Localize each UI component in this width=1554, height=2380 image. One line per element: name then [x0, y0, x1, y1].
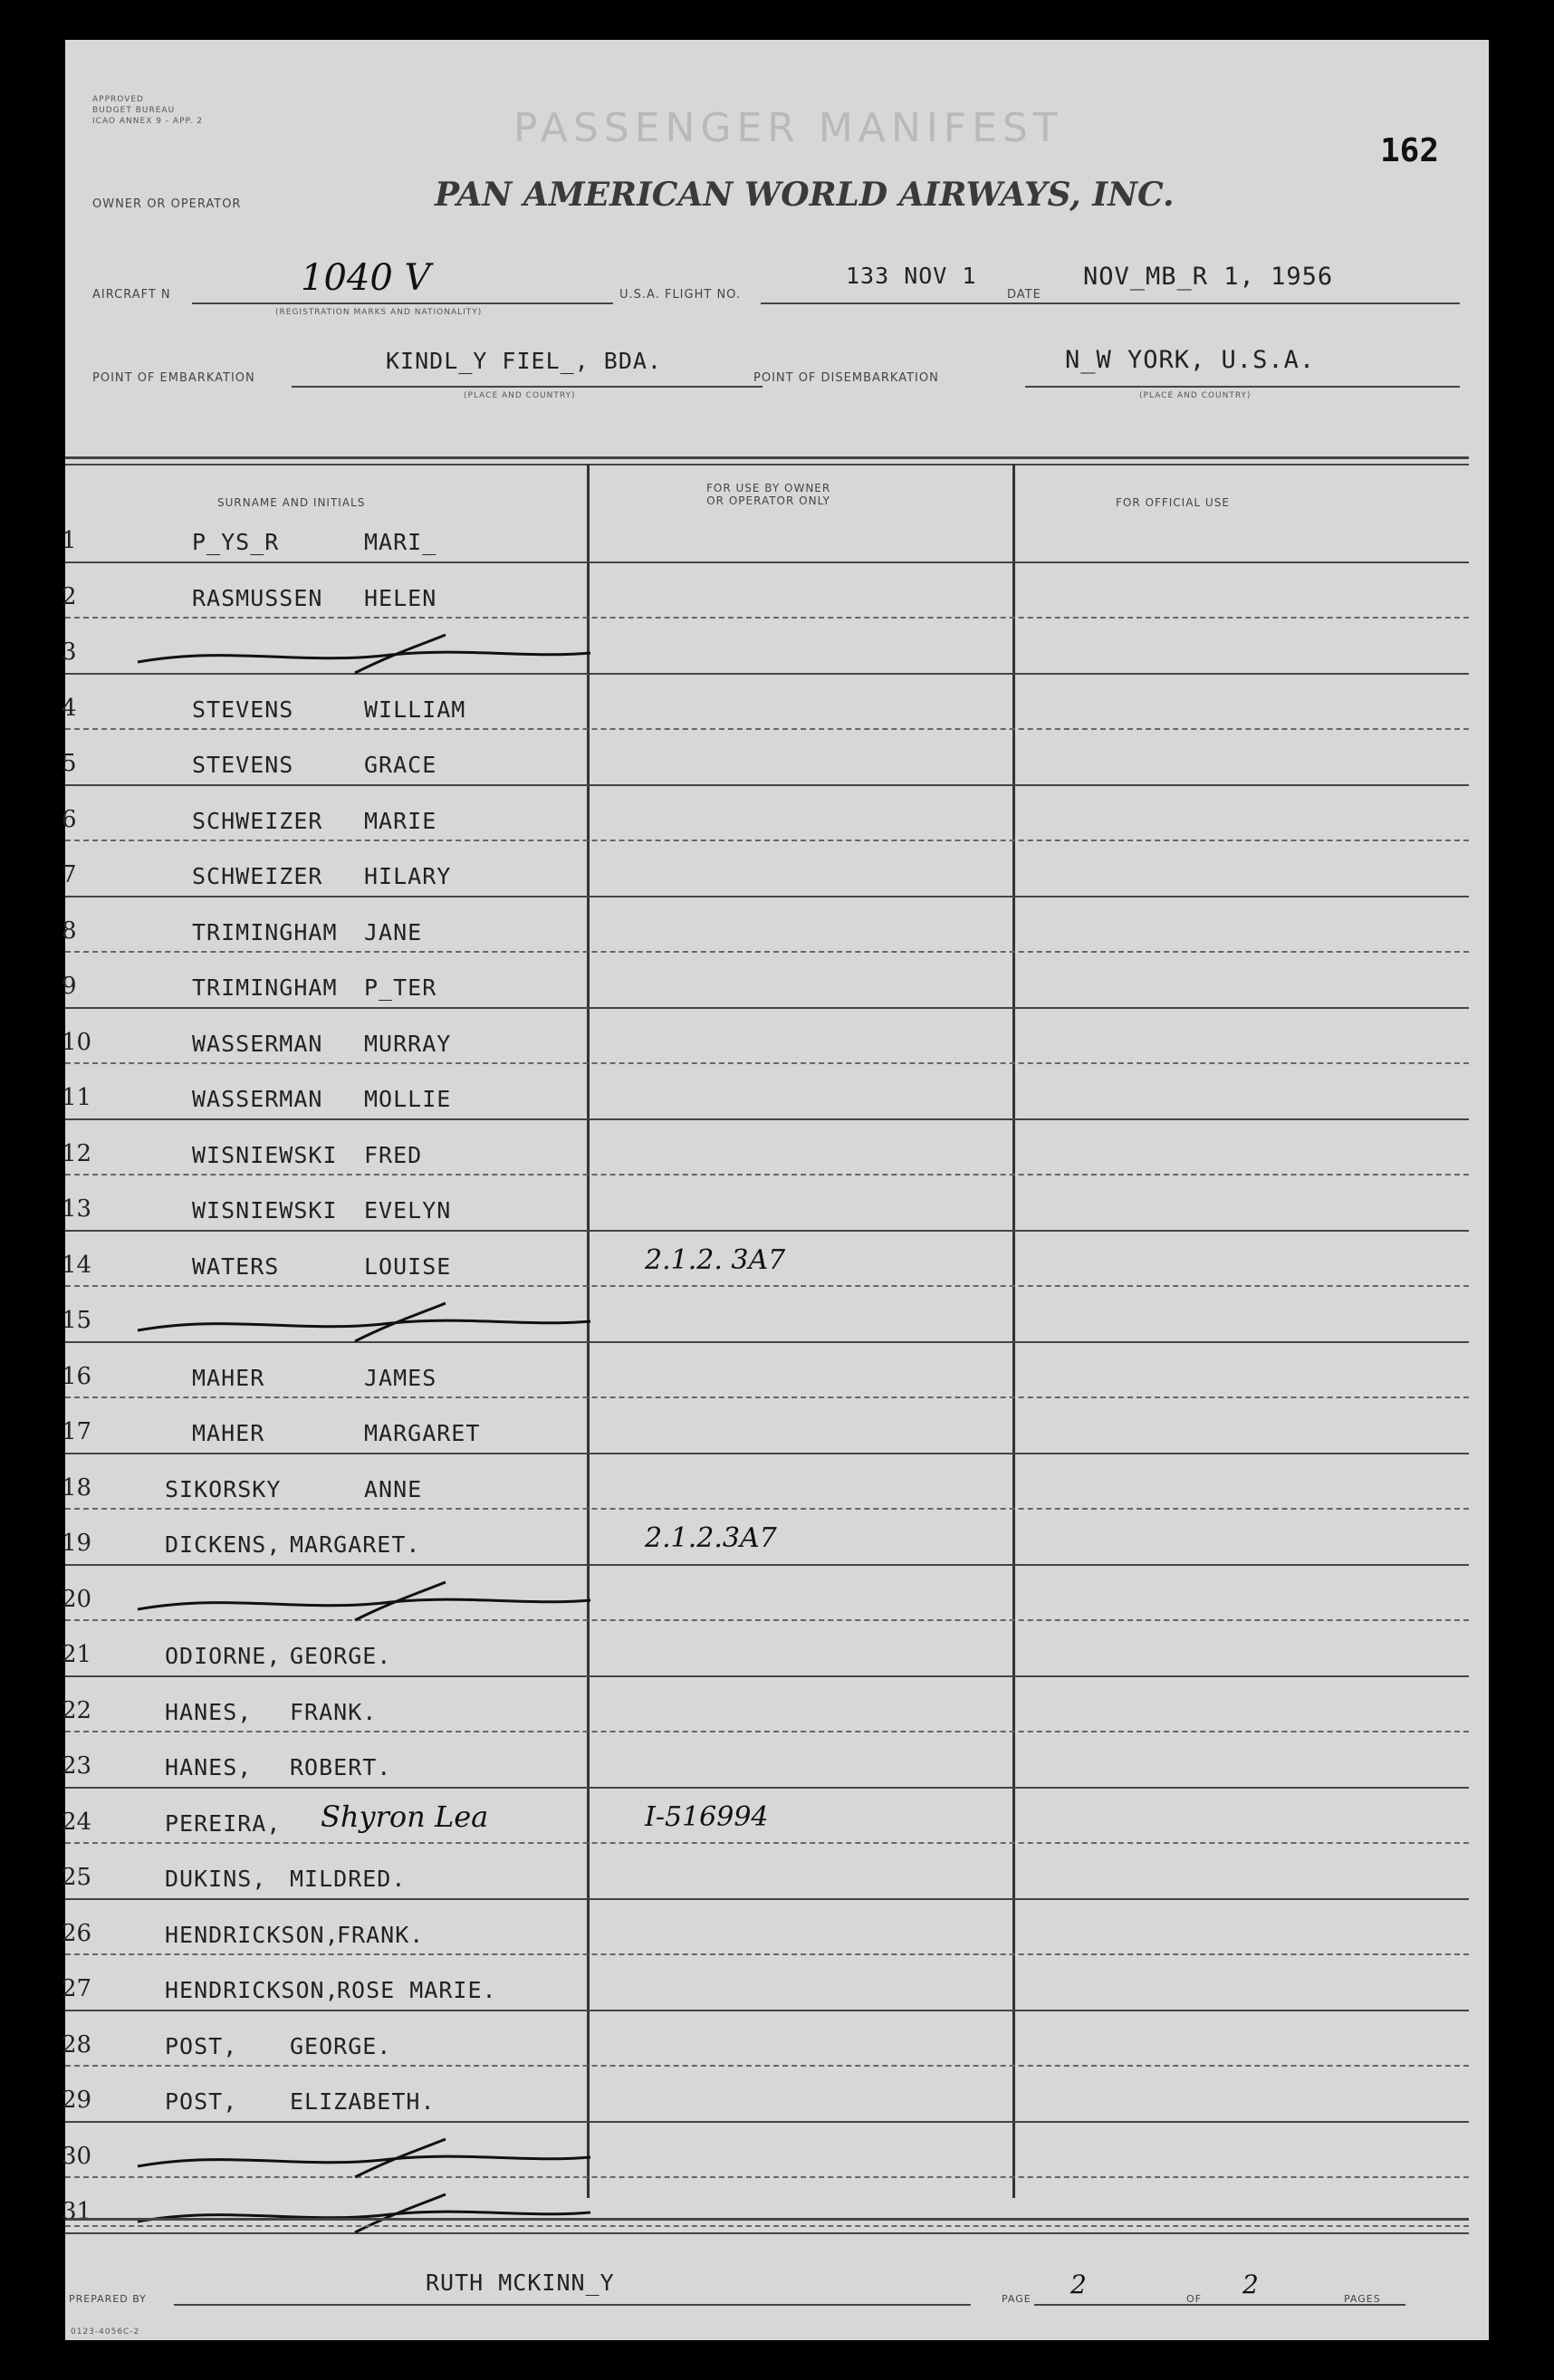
passenger-given-name: ELIZABETH. [290, 2088, 436, 2115]
aircraft-underline [192, 302, 613, 304]
row-number: 9 [62, 973, 77, 1000]
row-rule [65, 951, 1469, 953]
passenger-surname: RASMUSSEN [192, 584, 323, 611]
passenger-given-name: MARGARET [364, 1420, 481, 1446]
date-label: DATE [1007, 288, 1041, 302]
date-value: NOV_MB_R 1, 1956 [1083, 263, 1334, 291]
row-rule [65, 1396, 1469, 1398]
row-rule [65, 728, 1469, 730]
row-rule [65, 2121, 1469, 2123]
passenger-surname: WASSERMAN [192, 1030, 323, 1057]
owner-value: PAN AMERICAN WORLD AIRWAYS, INC. [435, 176, 1175, 214]
flight-value: 133 NOV 1 [846, 263, 977, 289]
strikethrough-scribble [120, 628, 627, 682]
col-header-owner-line1: FOR USE BY OWNER [706, 482, 831, 494]
embark-underline [292, 386, 763, 388]
row-number: 10 [62, 1028, 92, 1056]
approval-line-3: ICAO ANNEX 9 - APP. 2 [92, 117, 203, 126]
date-underline [1061, 302, 1460, 304]
passenger-given-name: GEORGE. [290, 2032, 392, 2059]
row-rule [65, 1118, 1469, 1120]
passenger-surname: TRIMINGHAM [192, 974, 338, 1001]
row-number: 23 [62, 1752, 92, 1780]
row-number: 22 [62, 1696, 92, 1724]
row-rule [65, 1007, 1469, 1009]
row-rule [65, 1062, 1469, 1064]
owner-label: OWNER OR OPERATOR [92, 197, 242, 211]
row-number: 24 [62, 1808, 92, 1836]
passenger-given-name: MURRAY [364, 1030, 452, 1057]
row-rule [65, 1174, 1469, 1176]
row-rule [65, 1453, 1469, 1454]
passenger-given-name: GEORGE. [290, 1643, 392, 1669]
passenger-given-name: FRED [364, 1141, 423, 1168]
row-rule [65, 1285, 1469, 1287]
row-number: 27 [62, 1975, 92, 2002]
aircraft-label: AIRCRAFT N [92, 288, 171, 302]
strikethrough-scribble [120, 1575, 627, 1629]
embark-label: POINT OF EMBARKATION [92, 371, 255, 385]
passenger-surname: P_YS_R [192, 529, 280, 555]
passenger-given-name: FRANK. [337, 1921, 425, 1948]
row-number: 7 [62, 861, 77, 888]
passenger-surname: TRIMINGHAM [192, 918, 338, 945]
table-top-rule-2 [65, 464, 1469, 465]
passenger-given-name: P_TER [364, 974, 437, 1001]
row-rule [65, 1564, 1469, 1566]
embark-value: KINDL_Y FIEL_, BDA. [386, 348, 662, 374]
table-bottom-rule-2 [65, 2225, 1469, 2227]
row-rule [65, 1508, 1469, 1510]
passenger-given-name: MARGARET. [290, 1531, 421, 1558]
row-number: 2 [62, 582, 77, 610]
passenger-surname: SCHWEIZER [192, 807, 323, 834]
page-stamp-number: 162 [1380, 132, 1440, 169]
approval-stamp [92, 94, 203, 127]
disembark-label: POINT OF DISEMBARKATION [753, 371, 939, 385]
row-rule [65, 2065, 1469, 2067]
row-rule [65, 2010, 1469, 2011]
row-number: 12 [62, 1139, 92, 1167]
aircraft-sub: (REGISTRATION MARKS AND NATIONALITY) [275, 308, 483, 317]
row-rule [65, 1842, 1469, 1844]
passenger-surname: SCHWEIZER [192, 863, 323, 889]
row-number: 3 [62, 638, 77, 666]
strikethrough-scribble [120, 2187, 627, 2241]
strikethrough-scribble [120, 1296, 627, 1350]
passenger-surname: WISNIEWSKI [192, 1197, 338, 1224]
row-number: 16 [62, 1362, 92, 1390]
of-value: 2 [1242, 2270, 1259, 2299]
passenger-given-name: HELEN [364, 584, 437, 611]
disembark-value: N_W YORK, U.S.A. [1065, 346, 1316, 374]
row-number: 20 [62, 1585, 92, 1613]
row-rule [65, 784, 1469, 786]
prepared-label: PREPARED BY [69, 2293, 147, 2305]
passenger-given-name: ROSE MARIE. [337, 1977, 497, 2003]
approval-line-1: APPROVED [92, 95, 144, 104]
row-rule [65, 1953, 1469, 1955]
flight-label: U.S.A. FLIGHT NO. [619, 288, 741, 302]
passenger-surname: HANES, [165, 1698, 253, 1725]
passenger-given-name: MARIE [364, 807, 437, 834]
row-number: 26 [62, 1919, 92, 1947]
col-divider-2 [1012, 464, 1015, 2198]
row-rule [65, 617, 1469, 619]
owner-note: 2.1.2.3A7 [645, 1522, 777, 1554]
aircraft-value: 1040 V [301, 257, 431, 299]
row-number: 5 [62, 750, 77, 777]
col-header-names: SURNAME AND INITIALS [217, 496, 366, 509]
passenger-surname: PEREIRA, [165, 1809, 282, 1837]
embark-sub: (PLACE AND COUNTRY) [464, 391, 576, 400]
passenger-given-name: JAMES [364, 1364, 437, 1391]
row-number: 1 [62, 527, 77, 554]
passenger-surname: STEVENS [192, 696, 294, 723]
row-number: 31 [62, 2198, 92, 2225]
prepared-value: RUTH MCKINN_Y [426, 2270, 615, 2296]
owner-note: I-516994 [645, 1800, 769, 1833]
table-top-rule [65, 456, 1469, 459]
strikethrough-scribble [120, 2132, 627, 2186]
passenger-surname: ODIORNE, [165, 1643, 282, 1669]
passenger-surname: HENDRICKSON, [165, 1921, 340, 1948]
row-number: 6 [62, 805, 77, 833]
prepared-underline [174, 2304, 971, 2306]
row-rule [65, 1230, 1469, 1232]
passenger-surname: STEVENS [192, 752, 294, 778]
table-bottom-rule [65, 2218, 1469, 2221]
page-value: 2 [1070, 2270, 1087, 2299]
passenger-given-name: JANE [364, 918, 423, 945]
row-number: 30 [62, 2142, 92, 2170]
passenger-surname: WISNIEWSKI [192, 1141, 338, 1168]
passenger-surname: HENDRICKSON, [165, 1977, 340, 2003]
passenger-surname: SIKORSKY [165, 1475, 282, 1502]
passenger-surname: POST, [165, 2032, 238, 2059]
disembark-sub: (PLACE AND COUNTRY) [1139, 391, 1252, 400]
row-rule [65, 561, 1469, 563]
disembark-underline [1025, 386, 1460, 388]
form-title: PASSENGER MANIFEST [513, 105, 1063, 151]
passenger-surname: MAHER [192, 1364, 265, 1391]
passenger-surname: POST, [165, 2088, 238, 2115]
row-number: 11 [62, 1084, 92, 1111]
passenger-given-name: EVELYN [364, 1197, 452, 1224]
page-underline [1034, 2304, 1405, 2306]
row-rule [65, 1675, 1469, 1677]
row-number: 19 [62, 1530, 92, 1557]
passenger-surname: MAHER [192, 1420, 265, 1446]
row-number: 28 [62, 2030, 92, 2059]
passenger-given-name: MILDRED. [290, 1866, 407, 1892]
row-number: 17 [62, 1418, 92, 1445]
passenger-given-name: FRANK. [290, 1698, 378, 1725]
passenger-surname: WATERS [192, 1252, 280, 1280]
col-header-owner [706, 482, 830, 507]
row-number: 25 [62, 1864, 92, 1891]
row-rule [65, 840, 1469, 841]
passenger-given-name: LOUISE [364, 1252, 452, 1280]
approval-line-2: BUDGET BUREAU [92, 106, 176, 115]
owner-note: 2.1.2. 3A7 [645, 1243, 786, 1276]
row-number: 15 [62, 1307, 92, 1334]
row-rule [65, 1787, 1469, 1789]
passenger-given-name: WILLIAM [364, 696, 466, 723]
row-number: 21 [62, 1641, 92, 1668]
row-number: 13 [62, 1195, 92, 1223]
passenger-given-name: MOLLIE [364, 1086, 452, 1112]
page-label: PAGE [1002, 2293, 1031, 2305]
manifest-sheet [62, 40, 1489, 2340]
passenger-surname: HANES, [165, 1754, 253, 1780]
flight-underline [761, 302, 1069, 304]
passenger-given-name: GRACE [364, 752, 437, 778]
of-label: OF [1186, 2293, 1202, 2305]
passenger-given-name: ROBERT. [290, 1754, 392, 1780]
passenger-given-name: HILARY [364, 863, 452, 889]
passenger-surname: DUKINS, [165, 1866, 267, 1892]
row-rule [65, 1731, 1469, 1732]
row-rule [65, 1898, 1469, 1900]
pages-label: PAGES [1344, 2293, 1381, 2305]
row-number: 18 [62, 1473, 92, 1502]
passenger-given-name: ANNE [364, 1475, 423, 1502]
form-code: 0123-4056C-2 [71, 2327, 140, 2337]
row-number: 14 [62, 1251, 92, 1279]
passenger-given-name: Shyron Lea [321, 1799, 489, 1834]
row-number: 4 [62, 694, 77, 722]
passenger-surname: DICKENS, [165, 1531, 282, 1558]
row-number: 29 [62, 2087, 92, 2114]
passenger-given-name: MARI_ [364, 529, 437, 555]
row-number: 8 [62, 916, 77, 945]
row-rule [65, 896, 1469, 897]
col-header-owner-line2: OR OPERATOR ONLY [706, 494, 830, 507]
passenger-surname: WASSERMAN [192, 1086, 323, 1112]
col-header-official: FOR OFFICIAL USE [1116, 496, 1230, 509]
